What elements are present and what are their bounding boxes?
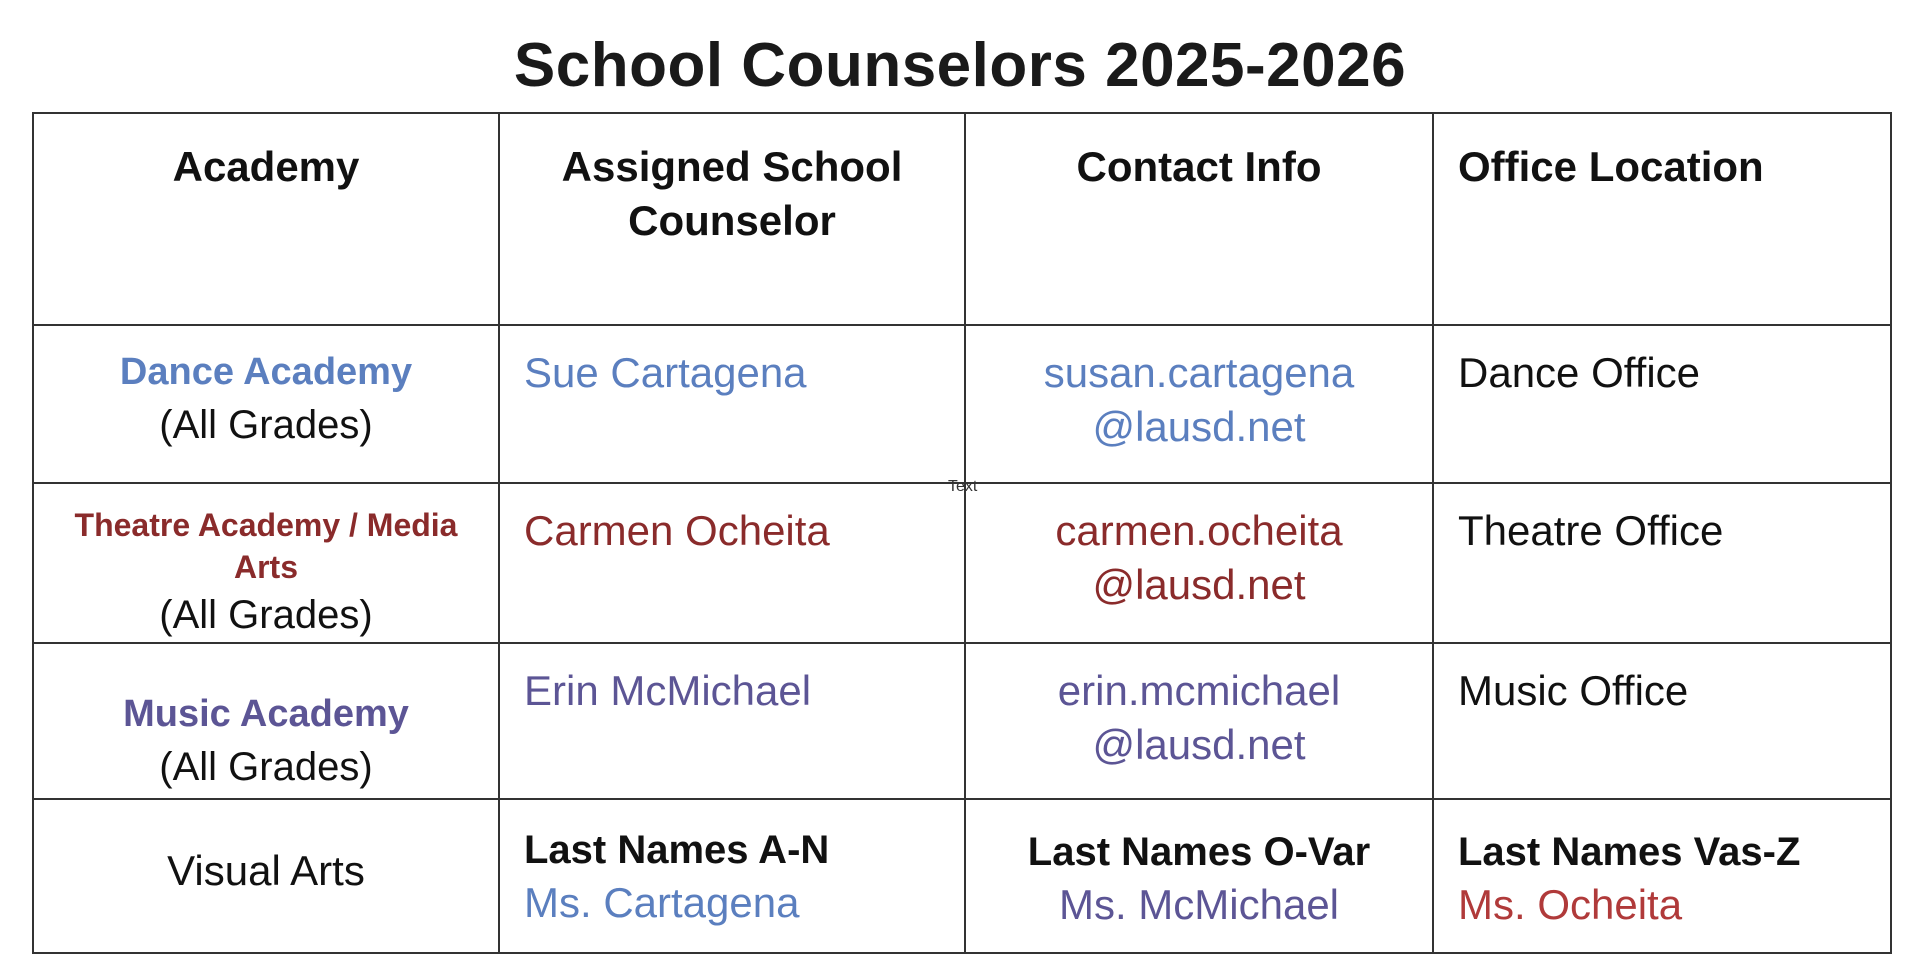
counselor-cell-visual-o-var bbox=[965, 799, 1433, 953]
office-music: Music Office bbox=[1458, 667, 1689, 714]
visual-label-a-n: Last Names A-N bbox=[524, 828, 830, 872]
visual-counselor-a-n: Ms. Cartagena bbox=[524, 879, 800, 926]
academy-dance bbox=[34, 326, 498, 452]
header-academy: Academy bbox=[172, 143, 360, 190]
contact-cell-dance bbox=[965, 325, 1433, 483]
academy-grades-theatre: (All Grades) bbox=[159, 593, 373, 637]
visual-counselor-o-var: Ms. McMichael bbox=[1058, 881, 1340, 928]
counselor-cell-theatre bbox=[499, 483, 965, 643]
header-counselor-line1: Assigned School bbox=[561, 143, 903, 190]
office-cell-theatre bbox=[1433, 483, 1891, 643]
floating-text-label: Text bbox=[948, 478, 978, 495]
visual-label-o-var: Last Names O-Var bbox=[1027, 830, 1371, 874]
email-theatre[interactable] bbox=[966, 484, 1432, 612]
header-counselor-line2: Counselor bbox=[628, 197, 836, 244]
counselor-cell-dance bbox=[499, 325, 965, 483]
header-cell-contact bbox=[965, 113, 1433, 325]
table-row-dance bbox=[33, 325, 1891, 483]
visual-group-vas-z bbox=[1434, 800, 1890, 932]
email-theatre-line1: carmen.ocheita bbox=[1055, 507, 1343, 554]
header-location: Office Location bbox=[1458, 143, 1764, 190]
table-row-visual bbox=[33, 799, 1891, 953]
academy-grades-dance: (All Grades) bbox=[159, 403, 373, 447]
table-header-row bbox=[33, 113, 1891, 325]
counselor-cell-music bbox=[499, 643, 965, 799]
academy-cell-music bbox=[33, 643, 499, 799]
office-cell-dance bbox=[1433, 325, 1891, 483]
academy-name-visual: Visual Arts bbox=[167, 847, 365, 894]
academy-theatre bbox=[34, 484, 498, 642]
academy-name-music: Music Academy bbox=[123, 693, 409, 735]
table-row-theatre bbox=[33, 483, 1891, 643]
email-dance-line1: susan.cartagena bbox=[1043, 349, 1355, 396]
contact-cell-music bbox=[965, 643, 1433, 799]
office-cell-music bbox=[1433, 643, 1891, 799]
page-title: School Counselors 2025-2026 bbox=[513, 31, 1407, 100]
visual-group-o-var bbox=[966, 800, 1432, 932]
email-dance-line2: @lausd.net bbox=[1092, 403, 1306, 450]
office-theatre: Theatre Office bbox=[1458, 507, 1724, 554]
email-music[interactable] bbox=[966, 644, 1432, 772]
academy-music bbox=[34, 644, 498, 794]
email-music-line1: erin.mcmichael bbox=[1057, 667, 1341, 714]
header-contact: Contact Info bbox=[1076, 143, 1322, 190]
counselor-name-dance: Sue Cartagena bbox=[524, 349, 807, 396]
email-theatre-line2: @lausd.net bbox=[1092, 561, 1306, 608]
academy-cell-dance bbox=[33, 325, 499, 483]
academy-name-theatre-line2: Arts bbox=[233, 549, 298, 585]
email-dance[interactable] bbox=[966, 326, 1432, 454]
email-music-line2: @lausd.net bbox=[1092, 721, 1306, 768]
visual-label-vas-z: Last Names Vas-Z bbox=[1458, 830, 1801, 874]
academy-grades-music: (All Grades) bbox=[159, 745, 373, 789]
header-cell-counselor bbox=[499, 113, 965, 325]
table-row-music bbox=[33, 643, 1891, 799]
header-counselor bbox=[500, 114, 964, 248]
academy-name-theatre-line1: Theatre Academy / Media bbox=[74, 507, 458, 543]
counselor-cell-visual-vas-z bbox=[1433, 799, 1891, 953]
visual-group-a-n bbox=[500, 800, 964, 930]
header-cell-location bbox=[1433, 113, 1891, 325]
academy-name-dance: Dance Academy bbox=[119, 351, 413, 393]
academy-cell-visual bbox=[33, 799, 499, 953]
counselor-name-theatre: Carmen Ocheita bbox=[524, 507, 830, 554]
counselors-table bbox=[32, 112, 1892, 954]
academy-cell-theatre bbox=[33, 483, 499, 643]
counselor-name-music: Erin McMichael bbox=[524, 667, 812, 714]
counselor-cell-visual-a-n bbox=[499, 799, 965, 953]
header-cell-academy bbox=[33, 113, 499, 325]
visual-counselor-vas-z: Ms. Ocheita bbox=[1458, 881, 1683, 928]
contact-cell-theatre bbox=[965, 483, 1433, 643]
office-dance: Dance Office bbox=[1458, 349, 1701, 396]
